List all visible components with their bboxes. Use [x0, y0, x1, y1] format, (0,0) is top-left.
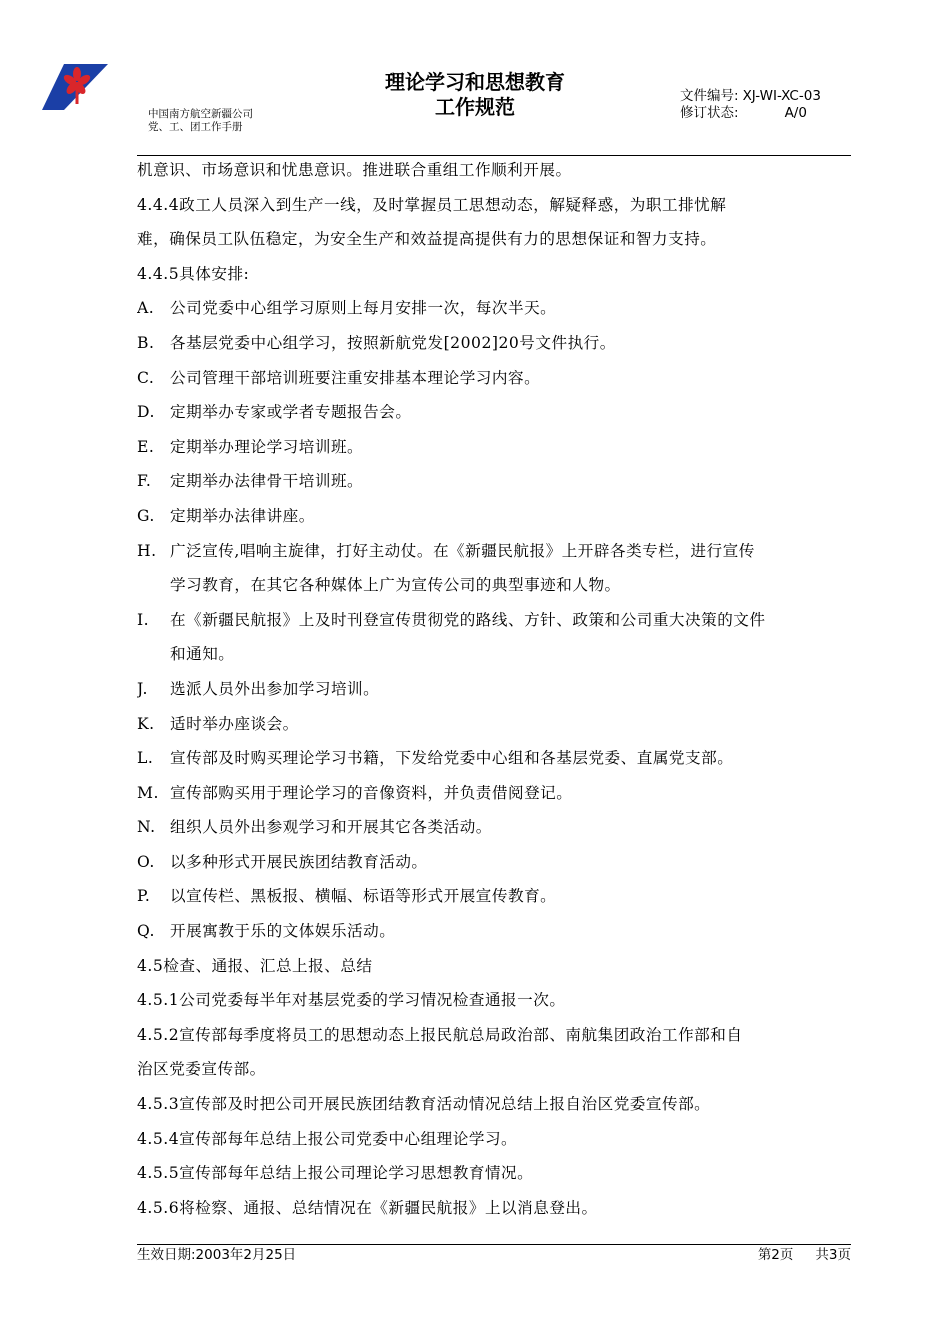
doc-number-row [680, 88, 821, 105]
list-item-m [137, 776, 851, 811]
list-item-f [137, 464, 851, 499]
item-text: 在《新疆民航报》上及时刊登宣传贯彻党的路线、方针、政策和公司重大决策的文件 [170, 610, 766, 629]
paragraph-line: 4.5.4宣传部每年总结上报公司党委中心组理论学习。 [137, 1129, 518, 1148]
effective-date: 生效日期:2003年2月25日 [137, 1247, 297, 1263]
revision-value: A/0 [784, 105, 807, 121]
page-indicator [758, 1246, 851, 1264]
list-item-i [137, 603, 851, 638]
item-label: B. [137, 333, 155, 352]
item-text: 选派人员外出参加学习培训。 [170, 679, 380, 698]
list-item-g [137, 499, 851, 534]
item-label: M. [137, 783, 159, 802]
list-item-b [137, 326, 851, 361]
document-meta [680, 88, 821, 122]
item-label: G. [137, 506, 155, 525]
item-text: 以宣传栏、黑板报、横幅、标语等形式开展宣传教育。 [170, 887, 557, 906]
paragraph-line: 4.5.3宣传部及时把公司开展民族团结教育活动情况总结上报自治区党委宣传部。 [137, 1095, 711, 1114]
paragraph-line: 4.4.4政工人员深入到生产一线，及时掌握员工思想动态，解疑释惑，为职工排忧解 [137, 195, 727, 214]
item-label: A. [137, 299, 155, 318]
list-item-o [137, 845, 851, 880]
item-text: 公司党委中心组学习原则上每月安排一次，每次半天。 [170, 299, 557, 318]
revision-row [680, 105, 821, 122]
title-line-1: 理论学习和思想教育 [385, 70, 565, 94]
paragraph-line: 4.5.1公司党委每半年对基层党委的学习情况检查通报一次。 [137, 991, 566, 1010]
item-label: Q. [137, 922, 155, 941]
paragraph-line: 4.5.6将检察、通报、总结情况在《新疆民航报》上以消息登出。 [137, 1198, 598, 1217]
section-heading: 4.5检查、通报、汇总上报、总结 [137, 956, 373, 975]
item-text: 定期举办法律骨干培训班。 [170, 472, 364, 491]
item-label: L. [137, 749, 154, 768]
list-item-k [137, 707, 851, 742]
paragraph-line: 机意识、市场意识和忧患意识。推进联合重组工作顺利开展。 [137, 161, 572, 179]
list-item-q [137, 914, 851, 949]
item-text: 适时举办座谈会。 [170, 714, 299, 733]
revision-label: 修订状态: [680, 105, 739, 121]
logo-icon [42, 64, 108, 110]
item-text: 各基层党委中心组学习，按照新航党发[2002]20号文件执行。 [170, 333, 616, 352]
item-text: 广泛宣传,唱响主旋律，打好主动仗。在《新疆民航报》上开辟各类专栏，进行宣传 [170, 541, 755, 560]
item-text: 以多种形式开展民族团结教育活动。 [170, 852, 428, 871]
list-item-h-continued: 学习教育，在其它各种媒体上广为宣传公司的典型事迹和人物。 [170, 576, 621, 595]
list-item-l [137, 741, 851, 776]
document-title [330, 70, 620, 120]
doc-number-value: XJ-WI-XC-03 [742, 88, 821, 104]
title-line-2: 工作规范 [435, 95, 515, 119]
list-item-e [137, 430, 851, 465]
item-label: C. [137, 368, 155, 387]
list-item-i-continued: 和通知。 [170, 645, 235, 664]
paragraph-line: 4.5.5宣传部每年总结上报公司理论学习思想教育情况。 [137, 1164, 534, 1183]
item-text: 宣传部及时购买理论学习书籍，下发给党委中心组和各基层党委、直属党支部。 [170, 749, 734, 768]
paragraph-line: 难，确保员工队伍稳定，为安全生产和效益提高提供有力的思想保证和智力支持。 [137, 230, 717, 249]
list-item-p [137, 879, 851, 914]
item-label: O. [137, 852, 155, 871]
item-label: I. [137, 610, 150, 629]
item-text: 公司管理干部培训班要注重安排基本理论学习内容。 [170, 368, 541, 387]
item-text: 宣传部购买用于理论学习的音像资料，并负责借阅登记。 [170, 783, 573, 802]
company-logo [42, 64, 108, 110]
section-heading: 4.4.5具体安排: [137, 264, 250, 283]
list-item-h [137, 534, 851, 569]
company-line-2: 党、工、团工作手册 [148, 121, 243, 133]
company-line-1: 中国南方航空新疆公司 [148, 108, 253, 120]
footer-divider [137, 1244, 851, 1245]
paragraph-line: 治区党委宣传部。 [137, 1060, 266, 1079]
item-label: E. [137, 437, 155, 456]
list-item-c [137, 361, 851, 396]
item-text: 开展寓教于乐的文体娱乐活动。 [170, 922, 396, 941]
page-number: 第2页 [757, 1247, 794, 1263]
item-label: F. [137, 472, 152, 491]
page-total: 共3页 [815, 1247, 851, 1263]
item-text: 定期举办专家或学者专题报告会。 [170, 403, 412, 422]
item-text: 组织人员外出参观学习和开展其它各类活动。 [170, 818, 492, 837]
item-text: 定期举办法律讲座。 [170, 506, 315, 525]
document-body [137, 153, 851, 1225]
doc-number-label: 文件编号: [680, 88, 739, 104]
item-label: D. [137, 403, 155, 422]
paragraph-line: 4.5.2宣传部每季度将员工的思想动态上报民航总局政治部、南航集团政治工作部和自 [137, 1025, 743, 1044]
item-label: J. [137, 679, 148, 698]
list-item-a [137, 291, 851, 326]
item-label: N. [137, 818, 156, 837]
company-name [148, 108, 253, 134]
item-label: H. [137, 541, 157, 560]
list-item-j [137, 672, 851, 707]
item-text: 定期举办理论学习培训班。 [170, 437, 364, 456]
list-item-d [137, 395, 851, 430]
item-label: P. [137, 887, 151, 906]
item-label: K. [137, 714, 155, 733]
list-item-n [137, 810, 851, 845]
